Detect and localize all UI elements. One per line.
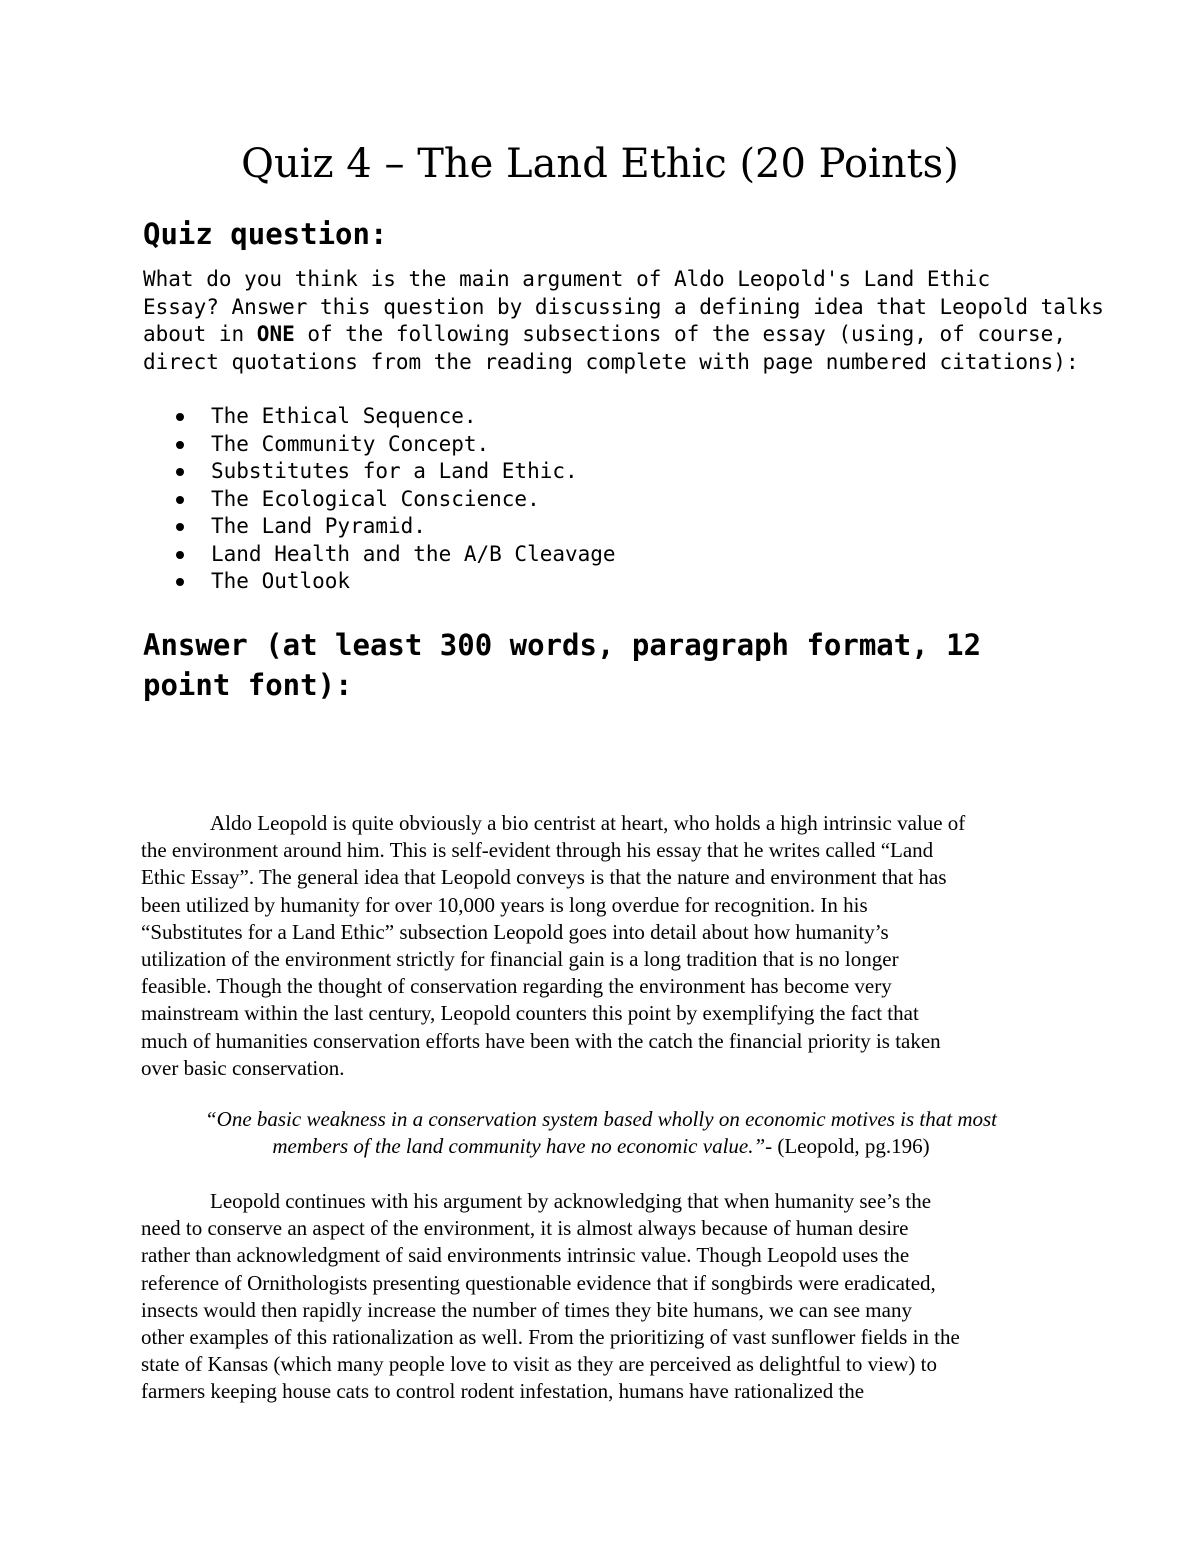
prompt-text: of the following subsections of the essay (using, of course,: [294, 322, 1066, 346]
list-item: [143, 486, 616, 514]
paragraph-line: the environment around him. This is self-evident through his essay that he writes called “Land: [141, 838, 934, 863]
quote-text: “One basic weakness in a conservation system based wholly on economic motives is that most: [204, 1107, 998, 1131]
answer-heading-line: point font):: [143, 668, 353, 702]
paragraph-line: Leopold continues with his argument by acknowledging that when humanity see’s the: [210, 1189, 932, 1213]
list-item-label: The Land Pyramid.: [211, 514, 426, 538]
paragraph-line: need to conserve an aspect of the environment, it is almost always because of human desire: [141, 1216, 909, 1241]
paragraph-line: “Substitutes for a Land Ethic” subsection Leopold goes into detail about how humanity’s: [141, 919, 889, 944]
prompt-text: about in: [143, 322, 257, 346]
bullet-icon: [176, 496, 184, 504]
paragraph-line: mainstream within the last century, Leopold counters this point by exemplifying the fact that: [141, 1001, 919, 1026]
paragraph-line: utilization of the environment strictly for financial gain is a long tradition that is no longer: [141, 947, 899, 972]
bullet-icon: [176, 523, 184, 531]
essay-paragraph-2: [141, 1188, 1071, 1406]
bullet-icon: [176, 441, 184, 449]
paragraph-line: insects would then rapidly increase the number of times they bite humans, we can see many: [141, 1297, 912, 1322]
list-item: [143, 513, 616, 541]
paragraph-line: much of humanities conservation efforts have been with the catch the financial priority is taken: [141, 1028, 941, 1053]
prompt-emphasis: ONE: [256, 322, 295, 346]
question-prompt: [143, 266, 1104, 376]
prompt-line: direct quotations from the reading complete with page numbered citations):: [143, 349, 1079, 374]
paragraph-line: state of Kansas (which many people love to visit as they are perceived as delightful to view) to: [141, 1352, 938, 1377]
list-item-label: Land Health and the A/B Cleavage: [211, 541, 616, 566]
essay-paragraph-1: [141, 810, 1071, 1082]
bullet-icon: [176, 413, 184, 421]
paragraph-line: farmers keeping house cats to control rodent infestation, humans have rationalized the: [141, 1379, 865, 1404]
list-item: [143, 431, 616, 459]
paragraph-line: Ethic Essay”. The general idea that Leopold conveys is that the nature and environment that has: [141, 865, 947, 890]
paragraph-line: been utilized by humanity for over 10,000 years is long overdue for recognition. In his: [141, 892, 868, 917]
answer-heading: [143, 625, 981, 705]
paragraph-line: other examples of this rationalization as well. From the prioritizing of vast sunflower fields in the: [141, 1325, 960, 1350]
list-item-label: The Outlook: [211, 569, 351, 593]
list-item: [143, 403, 616, 431]
prompt-line: [143, 321, 1073, 349]
list-item: [143, 541, 616, 569]
paragraph-line: feasible. Though the thought of conservation regarding the environment has become very: [141, 974, 892, 999]
paragraph-line: Aldo Leopold is quite obviously a bio centrist at heart, who holds a high intrinsic value of: [210, 811, 966, 835]
bullet-icon: [176, 551, 184, 559]
bullet-icon: [176, 578, 184, 586]
block-quote: [141, 1106, 1061, 1160]
list-item-label: The Ethical Sequence.: [211, 404, 477, 428]
list-item-label: The Community Concept.: [211, 431, 490, 456]
subsection-list: [143, 403, 616, 596]
quote-citation: - (Leopold, pg.196): [765, 1134, 930, 1159]
list-item-label: Substitutes for a Land Ethic.: [211, 459, 578, 483]
bullet-icon: [176, 468, 184, 476]
prompt-line: Essay? Answer this question by discussing a defining idea that Leopold talks: [143, 294, 1104, 319]
paragraph-line: rather than acknowledgment of said environments intrinsic value. Though Leopold uses the: [141, 1243, 910, 1268]
quote-line: [141, 1133, 1061, 1160]
quote-text: members of the land community have no economic value.”: [272, 1134, 766, 1159]
paragraph-line: reference of Ornithologists presenting questionable evidence that if songbirds were eradicated,: [141, 1270, 936, 1295]
answer-heading-line: Answer (at least 300 words, paragraph format, 12: [143, 628, 982, 662]
quote-line: [141, 1106, 1061, 1133]
prompt-line: What do you think is the main argument of Aldo Leopold's Land Ethic: [143, 267, 991, 291]
quiz-question-heading: Quiz question:: [143, 217, 388, 251]
list-item: [143, 568, 616, 596]
page-title: Quiz 4 – The Land Ethic (20 Points): [241, 141, 959, 187]
paragraph-line: over basic conservation.: [141, 1055, 345, 1080]
list-item-label: The Ecological Conscience.: [211, 486, 540, 511]
list-item: [143, 458, 616, 486]
